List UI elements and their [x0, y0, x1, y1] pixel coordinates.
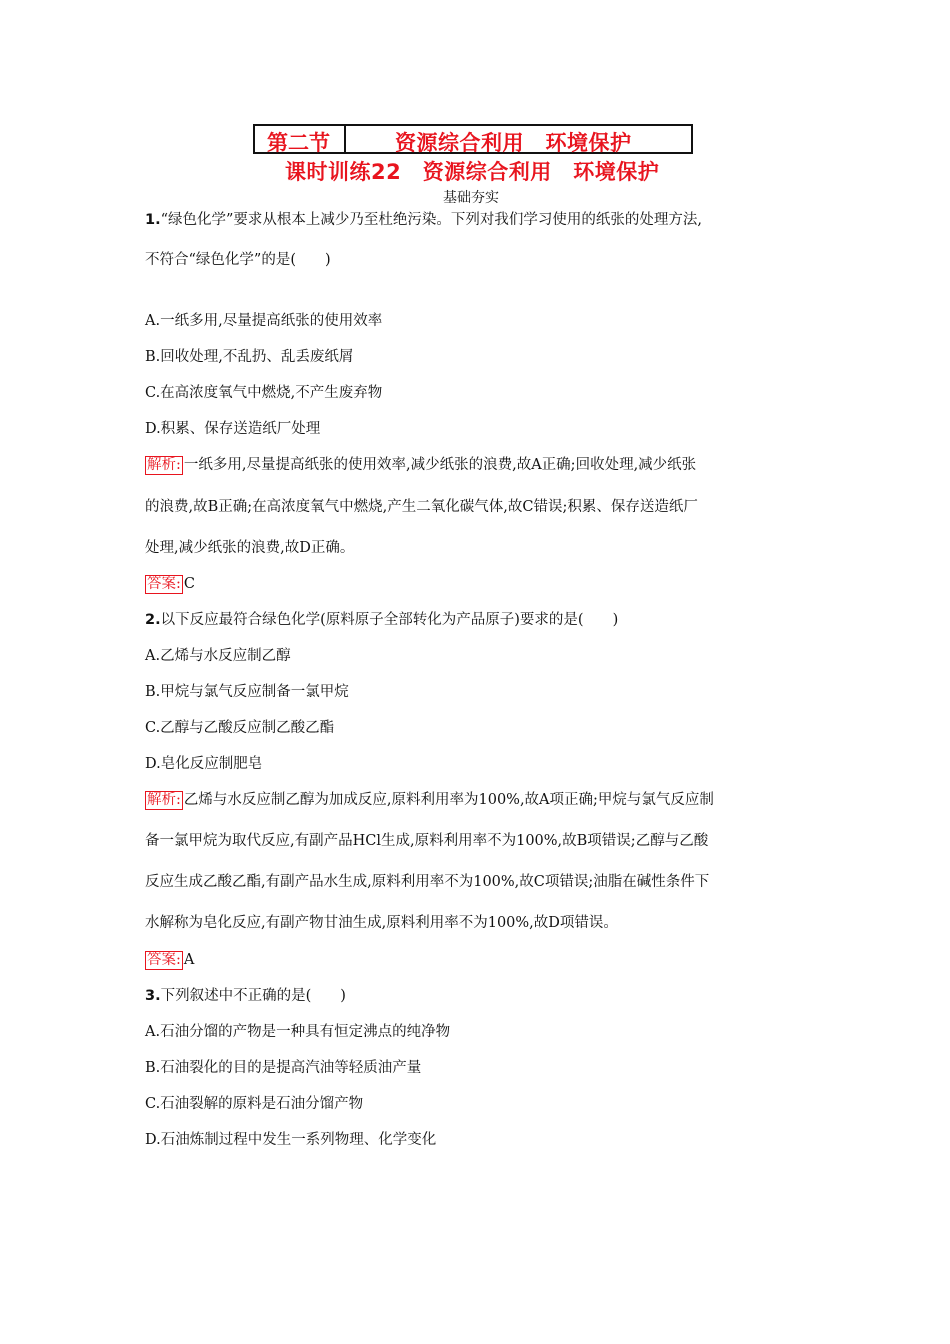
- question-3-option-a: A.石油分馏的产物是一种具有恒定沸点的纯净物: [145, 1024, 451, 1040]
- section-title: 资源综合利用 环境保护: [395, 131, 632, 155]
- section-title-box: [253, 124, 693, 154]
- question-1-analysis-line-3: 处理,减少纸张的浪费,故D正确。: [145, 540, 355, 556]
- answer-label: 答案:: [147, 576, 181, 592]
- answer-label: 答案:: [147, 952, 181, 968]
- question-3-option-c: C.石油裂解的原料是石油分馏产物: [145, 1096, 364, 1112]
- section-divider: [344, 126, 346, 152]
- analysis-label: 解析:: [147, 457, 181, 473]
- question-1-option-a: A.一纸多用,尽量提高纸张的使用效率: [145, 313, 383, 329]
- question-3-option-b: B.石油裂化的目的是提高汽油等轻质油产量: [145, 1060, 422, 1076]
- question-2-analysis-line-4: 水解称为皂化反应,有副产物甘油生成,原料利用率不为100%,故D项错误。: [145, 915, 618, 931]
- question-2-number: 2.: [145, 612, 161, 628]
- question-3-option-d: D.石油炼制过程中发生一系列物理、化学变化: [145, 1132, 437, 1148]
- question-3-number: 3.: [145, 988, 161, 1004]
- question-2-analysis-line-2: 备一氯甲烷为取代反应,有副产品HCl生成,原料利用率不为100%,故B项错误;乙醇与乙酸: [145, 833, 709, 849]
- question-3-stem: 3.下列叙述中不正确的是( ): [145, 988, 346, 1004]
- section-number: 第二节: [267, 131, 330, 155]
- question-2-option-a: A.乙烯与水反应制乙醇: [145, 648, 291, 664]
- question-1-analysis-line-1: 解析: 一纸多用,尽量提高纸张的使用效率,减少纸张的浪费,故A正确;回收处理,减少纸张: [147, 457, 697, 473]
- question-2-stem: 2.以下反应最符合绿色化学(原料原子全部转化为产品原子)要求的是( ): [145, 612, 619, 628]
- question-1-stem-line-1: 1.“绿色化学”要求从根本上减少乃至杜绝污染。下列对我们学习使用的纸张的处理方法,: [145, 212, 703, 228]
- question-1-analysis-line-2: 的浪费,故B正确;在高浓度氧气中燃烧,产生二氧化碳气体,故C错误;积累、保存送造纸厂: [145, 499, 698, 515]
- question-2-option-d: D.皂化反应制肥皂: [145, 756, 263, 772]
- question-1-option-d: D.积累、保存送造纸厂处理: [145, 421, 321, 437]
- analysis-label: 解析:: [147, 792, 181, 808]
- question-1-stem-line-2: 不符合“绿色化学”的是( ): [145, 252, 331, 268]
- question-2-answer-value: A: [183, 952, 195, 968]
- question-1-option-c: C.在高浓度氧气中燃烧,不产生废弃物: [145, 385, 383, 401]
- question-2-option-b: B.甲烷与氯气反应制备一氯甲烷: [145, 684, 349, 700]
- question-1-answer-value: C: [183, 576, 195, 592]
- question-1-number: 1.: [145, 212, 161, 228]
- question-1-answer: [145, 574, 195, 594]
- question-2-analysis-line-1: 解析: 乙烯与水反应制乙醇为加成反应,原料利用率为100%,故A项正确;甲烷与氯气反应制: [147, 792, 714, 808]
- question-2-analysis-line-3: 反应生成乙酸乙酯,有副产品水生成,原料利用率不为100%,故C项错误;油脂在碱性条件下: [145, 874, 710, 890]
- lesson-title: 课时训练22 资源综合利用 环境保护: [285, 160, 660, 184]
- subheading: 基础夯实: [443, 190, 499, 206]
- question-2-answer: [145, 950, 194, 970]
- question-1-option-b: B.回收处理,不乱扔、乱丢废纸屑: [145, 349, 354, 365]
- question-2-option-c: C.乙醇与乙酸反应制乙酸乙酯: [145, 720, 335, 736]
